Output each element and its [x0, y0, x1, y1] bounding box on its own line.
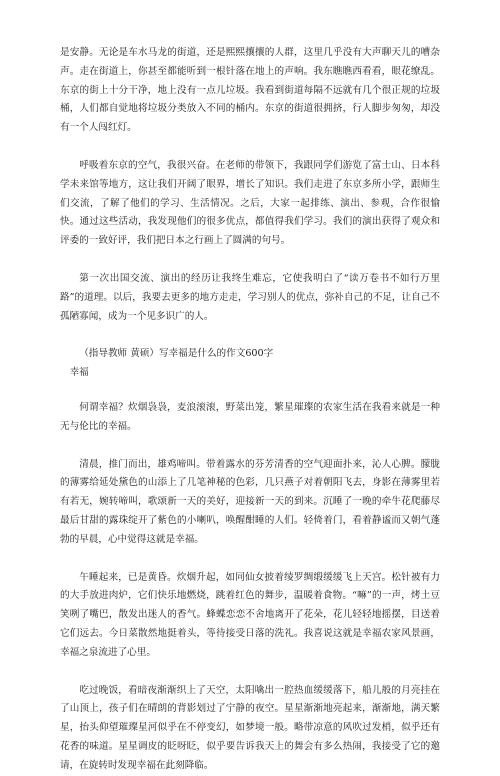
essay-title: 幸福 [69, 367, 89, 379]
paragraph-morning: 清晨，推门而出，雄鸡啼叫。带着露水的芬芳清香的空气迎面扑来，沁人心脾。朦胧的薄雾给延处黛色的山添上了几笔神秘的色彩，几只燕子对着朝阳飞去，身影在薄雾里若有若无，婉转啼叫，歌颂新一天的美好，迎接新一天的到来。沉睡了一晚的牵牛花爬藤尽最后甘甜的露珠绽开了紫色的小喇叭，唤醒酣睡的人们。轻倚着门，看着静谧而又朝气蓬勃的早晨，心中觉得这就是幸福。 [60, 458, 440, 545]
paragraph-conclusion: 第一次出国交流、演出的经历让我终生难忘，它使我明白了“读万卷书不如行万里路”的道理。以后，我要去更多的地方走走，学习别人的优点，弥补自己的不足，让自己不孤陋寡闻，成为一个见多识广的人。 [60, 272, 440, 322]
paragraph-what-is-happiness: 何谓幸福？炊烟袅袅，麦浪滚滚，野菜出笼，繁星璀璨的农家生活在我看来就是一种无与伦比的幸福。 [60, 401, 440, 432]
paragraph-evening: 午睡起来，已是黄昏。炊烟升起，如同仙女披着绫罗绸缎缓缓飞上天宫。松针被有力的大手放进肉炉，它们快乐地燃烧，跳着红色的舞步，温暖着食物。“嘛”的一声，烤土豆笑咧了嘴巴，散发出迷人的香气。蜂蝶恋恋不舍地离开了花朵，花儿轻轻地摇摆，目送着它们远去。今日菜散然地挺着头，等待接受日落的洗礼。我喜说这就是幸福农家风景画，幸福之泉流进了心里。 [60, 571, 440, 658]
paragraph-night: 吃过晚饭，看暗夜渐渐织上了天空，太阳噙出一腔热血缓缓落下，船儿般的月亮挂在了山顶上，孩子们在晴朗的背影划过了宁静的夜空。星星渐渐地亮起来，渐渐地，满天繁星，抬头仰望璀璨星河似乎在不停变幻，如梦境一般。略带凉意的风吹过发梢，似乎还有花香的味道。星星调皮的眨呀眨，似乎要告诉我天上的舞会有多么热闹，我接受了它的邀请，在旋转时发现幸福在此刻降临。 [60, 684, 440, 771]
paragraph-tokyo-street: 是安静。无论是车水马龙的街道，还是熙熙攘攘的人群，这里几乎没有大声聊天儿的嘈杂声。走在街道上，你甚至都能听到一根针落在地上的声响。我东瞧瞧西看看，眼花缭乱。东京的街上十分干净，地上没有一点儿垃圾。我看到街道每隔不远就有几个很正规的垃圾桶，人们都自觉地将垃圾分类放入不同的桶内。东京的街道很拥挤，行人脚步匆匆，却没有一个人闯红灯。 [60, 47, 440, 134]
paragraph-tokyo-activities: 呼吸着东京的空气，我很兴奋。在老师的带领下，我跟同学们游览了富士山、日本科学未来馆等地方，这让我们开阔了眼界，增长了知识。我们走进了东京多所小学，跟师生们交流，了解了他们的学习、生活情况。之后，大家一起排练、演出、参观，合作很愉快。通过这些活动，我发现他们的很多优点，都值得我们学习。我们的演出获得了观众和评委的一致好评，我们把日本之行画上了圆满的句号。 [60, 159, 440, 247]
teacher-byline: （指导教师 黄硕）写幸福是什么的作文600字 [79, 348, 274, 360]
